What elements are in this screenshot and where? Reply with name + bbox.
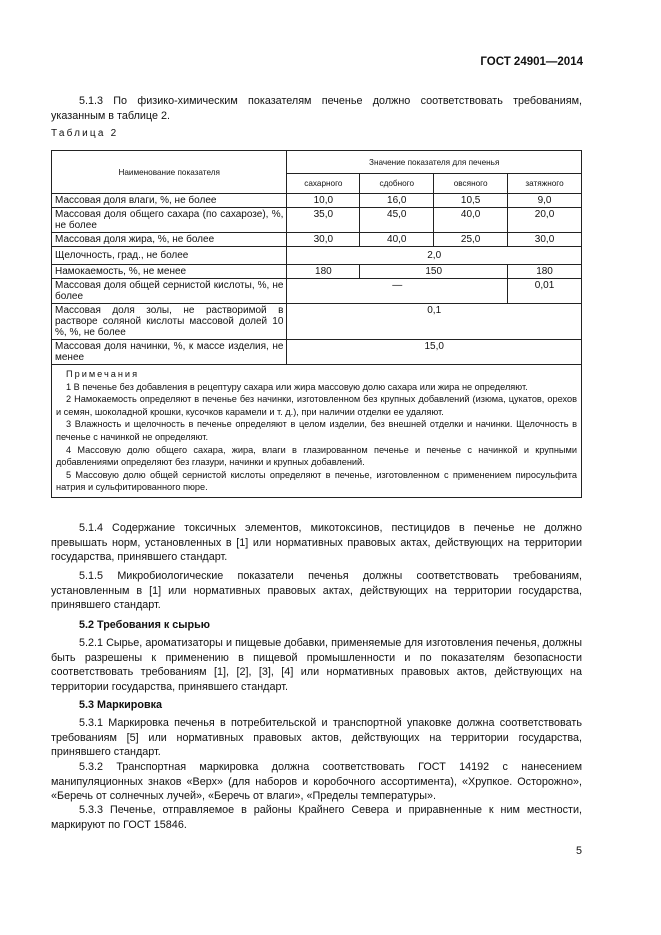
page-number: 5 (575, 845, 582, 857)
note-item: 3 Влажность и щелочность в печенье определяют в целом изделии, без внешней отделки и начинки. Щелочность в печенье с начинкой не определяют. (56, 419, 577, 442)
column-header-type: овсяного (434, 174, 508, 194)
cell-value: 10,5 (434, 194, 508, 208)
table-row (52, 304, 582, 340)
indicators-table (51, 150, 582, 498)
cell-value: 10,0 (287, 194, 360, 208)
note-item: 1 В печенье без добавления в рецептуру сахара или жира массовую долю сахара или жира не определяют. (66, 381, 528, 392)
paragraph-5-1-4: 5.1.4 Содержание токсичных элементов, микотоксинов, пестицидов в печенье не должно превышать норм, установленных в [1] или нормативных правовых актах, действующих на территории государства, принявшего стандарт. (51, 522, 582, 564)
column-header-type: сдобного (360, 174, 434, 194)
row-name: Массовая доля общей сернистой кислоты, %, не более (52, 279, 287, 304)
cell-value: 20,0 (508, 208, 582, 233)
table-row (52, 265, 582, 279)
section-heading-5-3: 5.3 Маркировка (79, 699, 163, 711)
table-row (52, 233, 582, 247)
cell-value: 0,01 (508, 279, 582, 304)
cell-value: 9,0 (508, 194, 582, 208)
paragraph-5-1-3: 5.1.3 По физико-химическим показателям печенье должно соответствовать требованиям, указанным в таблице 2. (51, 95, 582, 122)
table-row (52, 247, 582, 265)
cell-value: 180 (508, 265, 582, 279)
cell-value: 180 (287, 265, 360, 279)
row-name: Массовая доля влаги, %, не более (52, 194, 287, 208)
cell-value: 2,0 (287, 247, 582, 265)
cell-value: 16,0 (360, 194, 434, 208)
column-header-type: затяжного (508, 174, 582, 194)
column-header-name: Наименование показателя (52, 151, 287, 194)
standard-header: ГОСТ 24901—2014 (480, 56, 583, 68)
cell-value: 45,0 (360, 208, 434, 233)
cell-value: 30,0 (287, 233, 360, 247)
cell-value: 40,0 (360, 233, 434, 247)
paragraph-5-2-1: 5.2.1 Сырье, ароматизаторы и пищевые добавки, применяемые для изготовления печенья, должны быть разрешены к применению в пищевой промышленности и по показателям безопасности соответствовать требованиям [1], [2], [3], [4] или нормативных правовых актов, действующих на территории государства, принявшего стандарт. (51, 637, 582, 693)
paragraph-5-3-3: 5.3.3 Печенье, отправляемое в районы Крайнего Севера и приравненные к ним местности, маркируют по ГОСТ 15846. (51, 804, 582, 831)
row-name: Массовая доля золы, не растворимой в растворе соляной кислоты массовой долей 10 %, %, не более (52, 304, 287, 340)
table-row (52, 208, 582, 233)
table-row (52, 279, 582, 304)
paragraph-5-3-2: 5.3.2 Транспортная маркировка должна соответствовать ГОСТ 14192 с нанесением манипуляционных знаков «Верх» (для наборов и коробочного ассортимента), «Хрупкое. Осторожно», «Беречь от солнечных лучей», «Беречь от влаги», «Пределы температуры». (51, 761, 582, 803)
row-name: Намокаемость, %, не менее (52, 265, 287, 279)
table-notes-row (52, 365, 582, 498)
cell-value: 25,0 (434, 233, 508, 247)
table-caption: Таблица 2 (51, 128, 119, 139)
row-name: Щелочность, град., не более (52, 247, 287, 265)
row-name: Массовая доля общего сахара (по сахарозе), %, не более (52, 208, 287, 233)
table-row (52, 340, 582, 365)
note-item: 4 Массовую долю общего сахара, жира, влаги в глазированном печенье и печенье с начинкой и крупными добавлениями определяют без глазури, начинки и крупных добавлений. (56, 444, 577, 468)
cell-value: 30,0 (508, 233, 582, 247)
notes-title: Примечания (66, 369, 140, 379)
cell-value: 150 (360, 265, 508, 279)
cell-value: 0,1 (287, 304, 582, 340)
column-header-type: сахарного (287, 174, 360, 194)
table-row (52, 194, 582, 208)
row-name: Массовая доля жира, %, не более (52, 233, 287, 247)
section-heading-5-2: 5.2 Требования к сырью (79, 619, 210, 631)
paragraph-5-3-1: 5.3.1 Маркировка печенья в потребительской и транспортной упаковке должна соответствовать требованиям [5] или нормативных правовых актов, действующих на территории государства, принявшего стандарт. (51, 717, 582, 759)
note-item: 2 Намокаемость определяют в печенье без начинки, изготовленном без крупных добавлений (изюма, цукатов, орехов и семян, шоколадной крошки, кусочков карамели и т. д.), при наличии отделки ее удаляют. (56, 394, 577, 417)
cell-value: 40,0 (434, 208, 508, 233)
row-name: Массовая доля начинки, %, к массе изделия, не менее (52, 340, 287, 365)
note-item: 5 Массовую долю общей сернистой кислоты определяют в печенье, изготовленном с применением пиросульфита натрия и сульфитированного пюре. (56, 469, 577, 493)
cell-value: — (287, 279, 508, 304)
cell-value: 15,0 (287, 340, 582, 365)
column-header-group: Значение показателя для печенья (287, 151, 582, 174)
paragraph-5-1-5: 5.1.5 Микробиологические показатели печенья должны соответствовать требованиям, установленным в [1] или нормативных правовых актах, действующих на территории государства, принявшего стандарт. (51, 570, 582, 612)
cell-value: 35,0 (287, 208, 360, 233)
